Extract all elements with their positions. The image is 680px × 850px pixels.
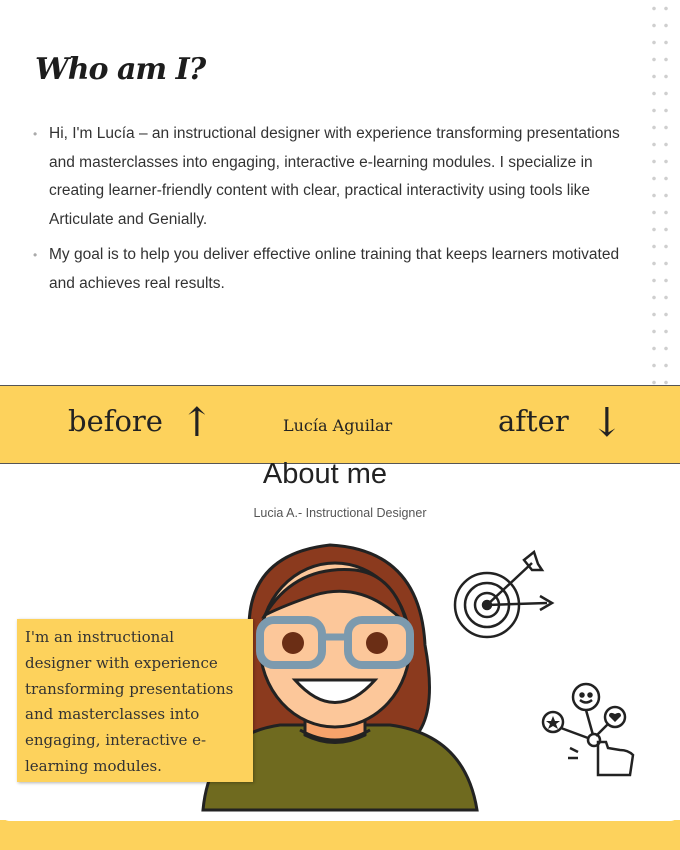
target-icon bbox=[452, 548, 562, 640]
intro-bullet: • Hi, I'm Lucía – an instructional designer with experience transforming presentations and masterclasses into engaging, interactive e-learning modules. I specialize in creating learner-friendly content with clear, practical interactivity using tools like Articulate and Genially. bbox=[33, 120, 633, 234]
footer-band bbox=[0, 820, 680, 850]
after-link[interactable]: after bbox=[498, 404, 569, 438]
intro-list bbox=[33, 120, 633, 305]
dotted-decoration bbox=[648, 0, 672, 386]
intro-section bbox=[0, 0, 680, 386]
hand-tap-icon bbox=[538, 680, 638, 780]
about-title: About me bbox=[262, 458, 388, 490]
about-callout: I'm an instructional designer with experience transforming presentations and masterclasses into engaging, interactive e-learning modules. bbox=[17, 619, 253, 782]
before-link[interactable]: before bbox=[68, 404, 163, 438]
about-subtitle: Lucia A.- Instructional Designer bbox=[253, 506, 427, 520]
author-name: Lucía Aguilar bbox=[283, 416, 393, 435]
nav-band bbox=[0, 385, 680, 464]
arrow-down-icon[interactable]: ↓ bbox=[590, 400, 624, 446]
arrow-up-icon[interactable]: ↑ bbox=[180, 400, 214, 446]
intro-bullet: • My goal is to help you deliver effective online training that keeps learners motivated and achieves real results. bbox=[33, 241, 633, 298]
intro-title: Who am I? bbox=[35, 52, 206, 87]
